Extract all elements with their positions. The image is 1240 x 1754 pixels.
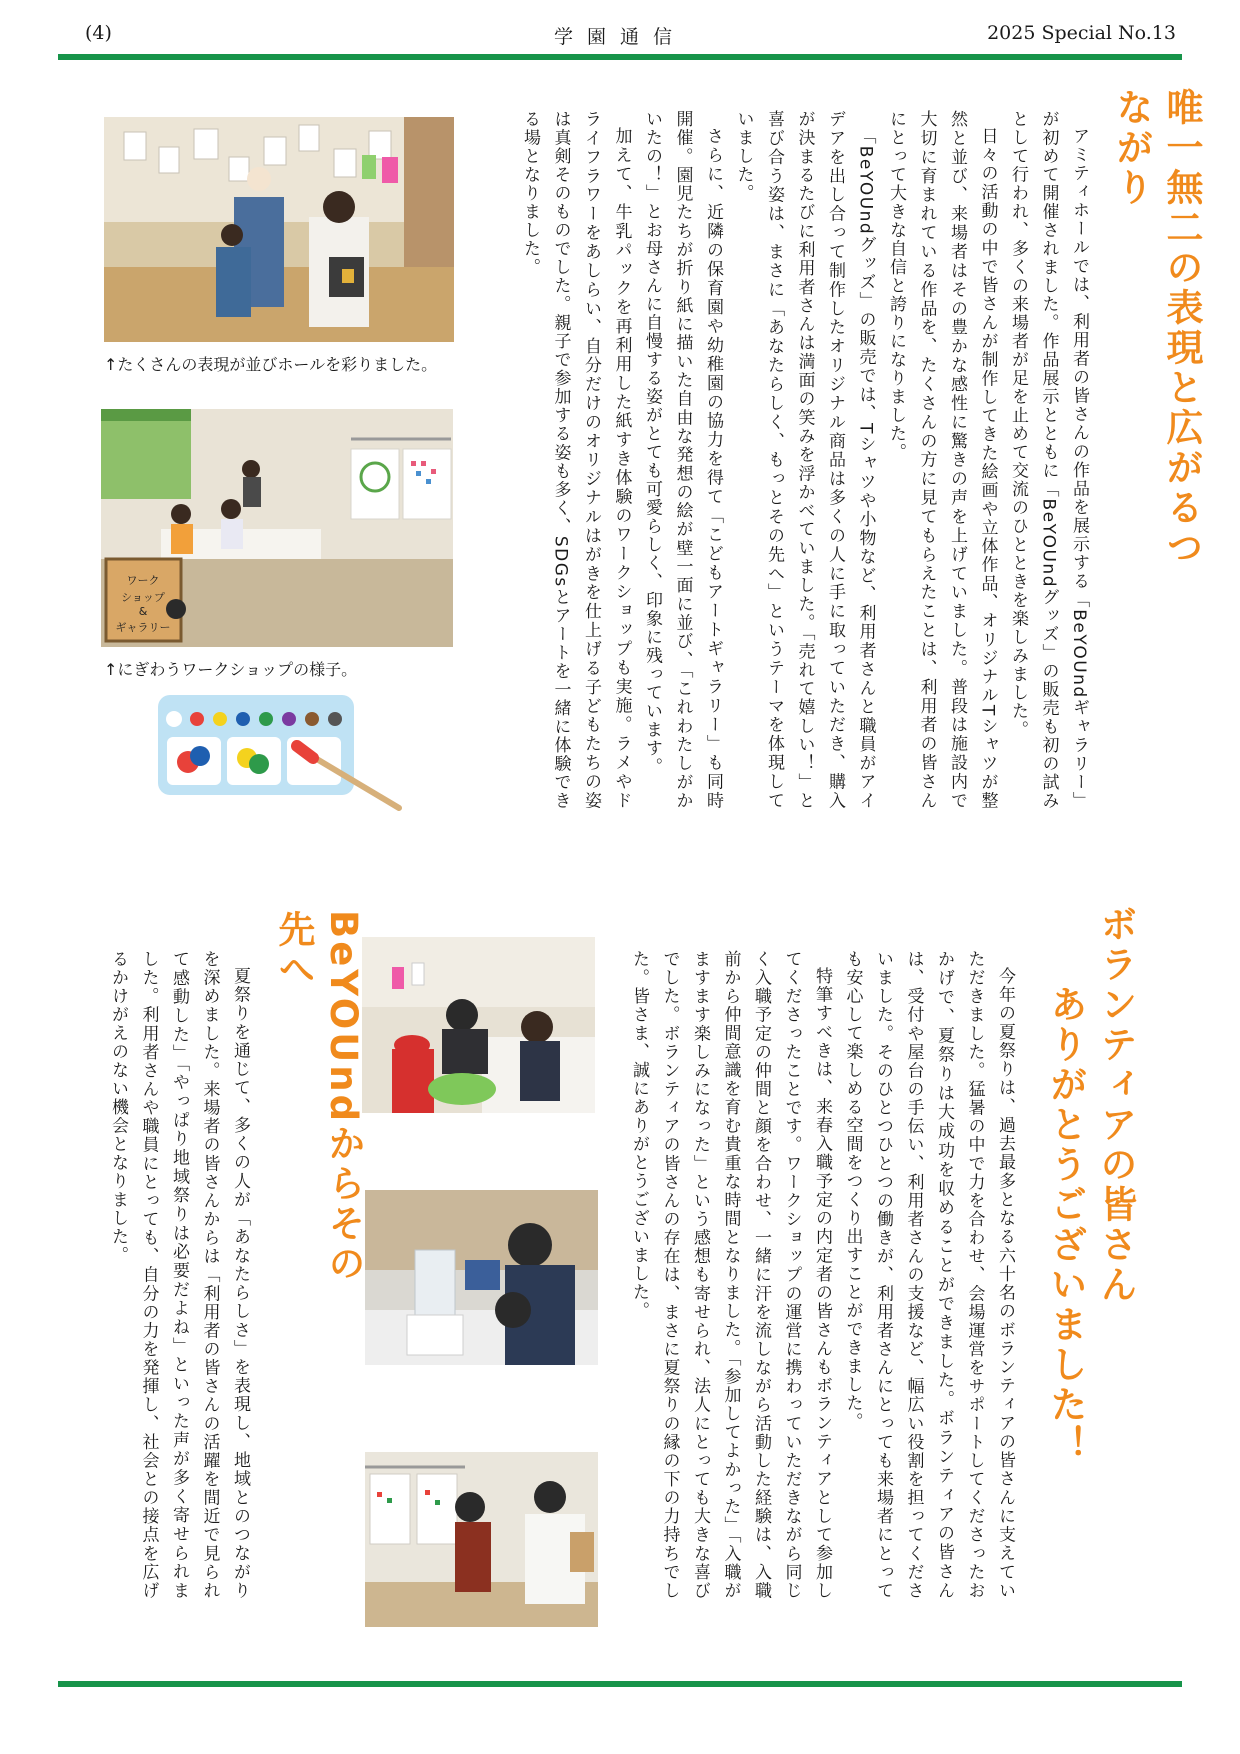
issue-label: 2025 Special No.13 xyxy=(987,22,1176,44)
section2-paragraph: 今年の夏祭りは、過去最多となる六十名のボランティアの皆さんに支えていただきました。猛暑の中で力を合わせ、会場運営をサポートしてくださったおかげで、夏祭りは大成功を収めることができました。ボランティアの皆さんは、受付や屋台の手伝い、利用者さんの支援など、幅広い役割を担ってくださいました。そのひとつひとつの働きが、利用者さんにとっても来場者にとっても安心して楽しめる空間をつくり出すことができました。 xyxy=(842,950,1015,1600)
photo-caption: ↑にぎわうワークショップの様子。 xyxy=(104,660,358,679)
section1-paragraph: 加えて、牛乳パックを再利用した紙すき体験のワークショップも実施。ラメやドライフラワーをあしらい、自分だけのオリジナルはがきを仕上げる子どもたちの姿は真剣そのものでした。親子で参加する姿も多く、SDGsとアートを一緒に体験できる場となりました。 xyxy=(520,110,632,810)
workshop-photo xyxy=(101,409,453,647)
svg-text:ワーク: ワーク xyxy=(126,574,160,587)
section1-paragraph: さらに、近隣の保育園や幼稚園の協力を得て「こどもアートギャラリー」も同時開催。園児たちが折り紙に描いた自由な発想の絵が壁一面に並び、「これわたしがかいたの！」とお母さんに自慢する姿がとても可愛らしく、印象に残っています。 xyxy=(642,110,723,810)
section3-body xyxy=(108,950,255,1600)
volunteer-workshop-photo xyxy=(362,937,595,1113)
section1-paragraph: 「BeYOUndグッズ」の販売では、Tシャツや小物など、利用者さんと職員がアイデアを出し合って制作したオリジナル商品は多くの人に手に取っていただき、購入が決まるたびに利用者さんは満面の笑みを浮かべていました。「売れて嬉しい！」と喜び合う姿は、まさに「あなたらしく、もっとその先へ」というテーマを体現していました。 xyxy=(733,110,876,810)
section2-paragraph: 特筆すべきは、来春入職予定の内定者の皆さんもボランティアとして参加してくださったことです。ワークショップの運営に携わっていただきながら同じく入職予定の仲間と顔を合わせ、一緒に汗を流しながら活動した経験は、入職前から仲間意識を育む貴重な時間となりました。「参加してよかった」「入職がますます楽しみになった」という感想も寄せられ、法人にとっても大きな喜びでした。ボランティアの皆さんの存在は、まさに夏祭りの縁の下の力持ちでした。皆さま、誠にありがとうございました。 xyxy=(629,950,832,1601)
page-number: (4) xyxy=(85,22,112,44)
section1-paragraph: アミティホールでは、利用者の皆さんの作品を展示する「BeYOUndギャラリー」が初めて開催されました。作品展示とともに「BeYOUndグッズ」の販売も初の試みとして行われ、多くの来場者が足を止めて交流のひとときを楽しみました。 xyxy=(1008,110,1089,810)
footer-rule xyxy=(58,1681,1182,1687)
section3-title: BeYOUndからその先へ xyxy=(272,910,365,1285)
svg-text:ショップ: ショップ xyxy=(121,591,165,604)
section1-title: 唯一無二の表現と広がるつながり xyxy=(1110,88,1203,568)
volunteer-blender-photo xyxy=(365,1190,598,1365)
section1-paragraph: 日々の活動の中で皆さんが制作してきた絵画や立体作品、オリジナルTシャツが整然と並び、来場者はその豊かな感性に驚きの声を上げていました。普段は施設内で大切に育まれている作品を、たくさんの方に見てもらえたことは、利用者の皆さんにとって大きな自信と誇りになりました。 xyxy=(886,110,998,810)
photo-caption: ↑たくさんの表現が並びホールを彩りました。 xyxy=(104,355,438,374)
section1-body xyxy=(490,110,1094,810)
svg-text:&: & xyxy=(138,605,148,618)
section2-title xyxy=(1030,905,1140,1505)
section2-body xyxy=(625,950,1020,1600)
header-rule xyxy=(58,54,1182,60)
section2-title-line2: ありがとうございました！ xyxy=(1044,985,1087,1465)
paint-palette-icon xyxy=(155,692,405,812)
gallery-hall-photo xyxy=(104,117,454,342)
volunteer-gallery-photo xyxy=(365,1452,598,1627)
section2-title-line1: ボランティアの皆さん xyxy=(1094,905,1137,1305)
svg-text:ギャラリー: ギャラリー xyxy=(115,621,171,634)
section3-paragraph: 夏祭りを通じて、多くの人が「あなたらしさ」を表現し、地域とのつながりを深めました。来場者の皆さんからは「利用者の皆さんの活躍を間近で見られて感動した」「やっぱり地域祭りは必要だよね」といった声が多く寄せられました。利用者さんや職員にとっても、自分の力を発揮し、社会との接点を広げるかけがえのない機会となりました。 xyxy=(108,950,250,1600)
newsletter-title: 学園通信 xyxy=(553,26,686,48)
